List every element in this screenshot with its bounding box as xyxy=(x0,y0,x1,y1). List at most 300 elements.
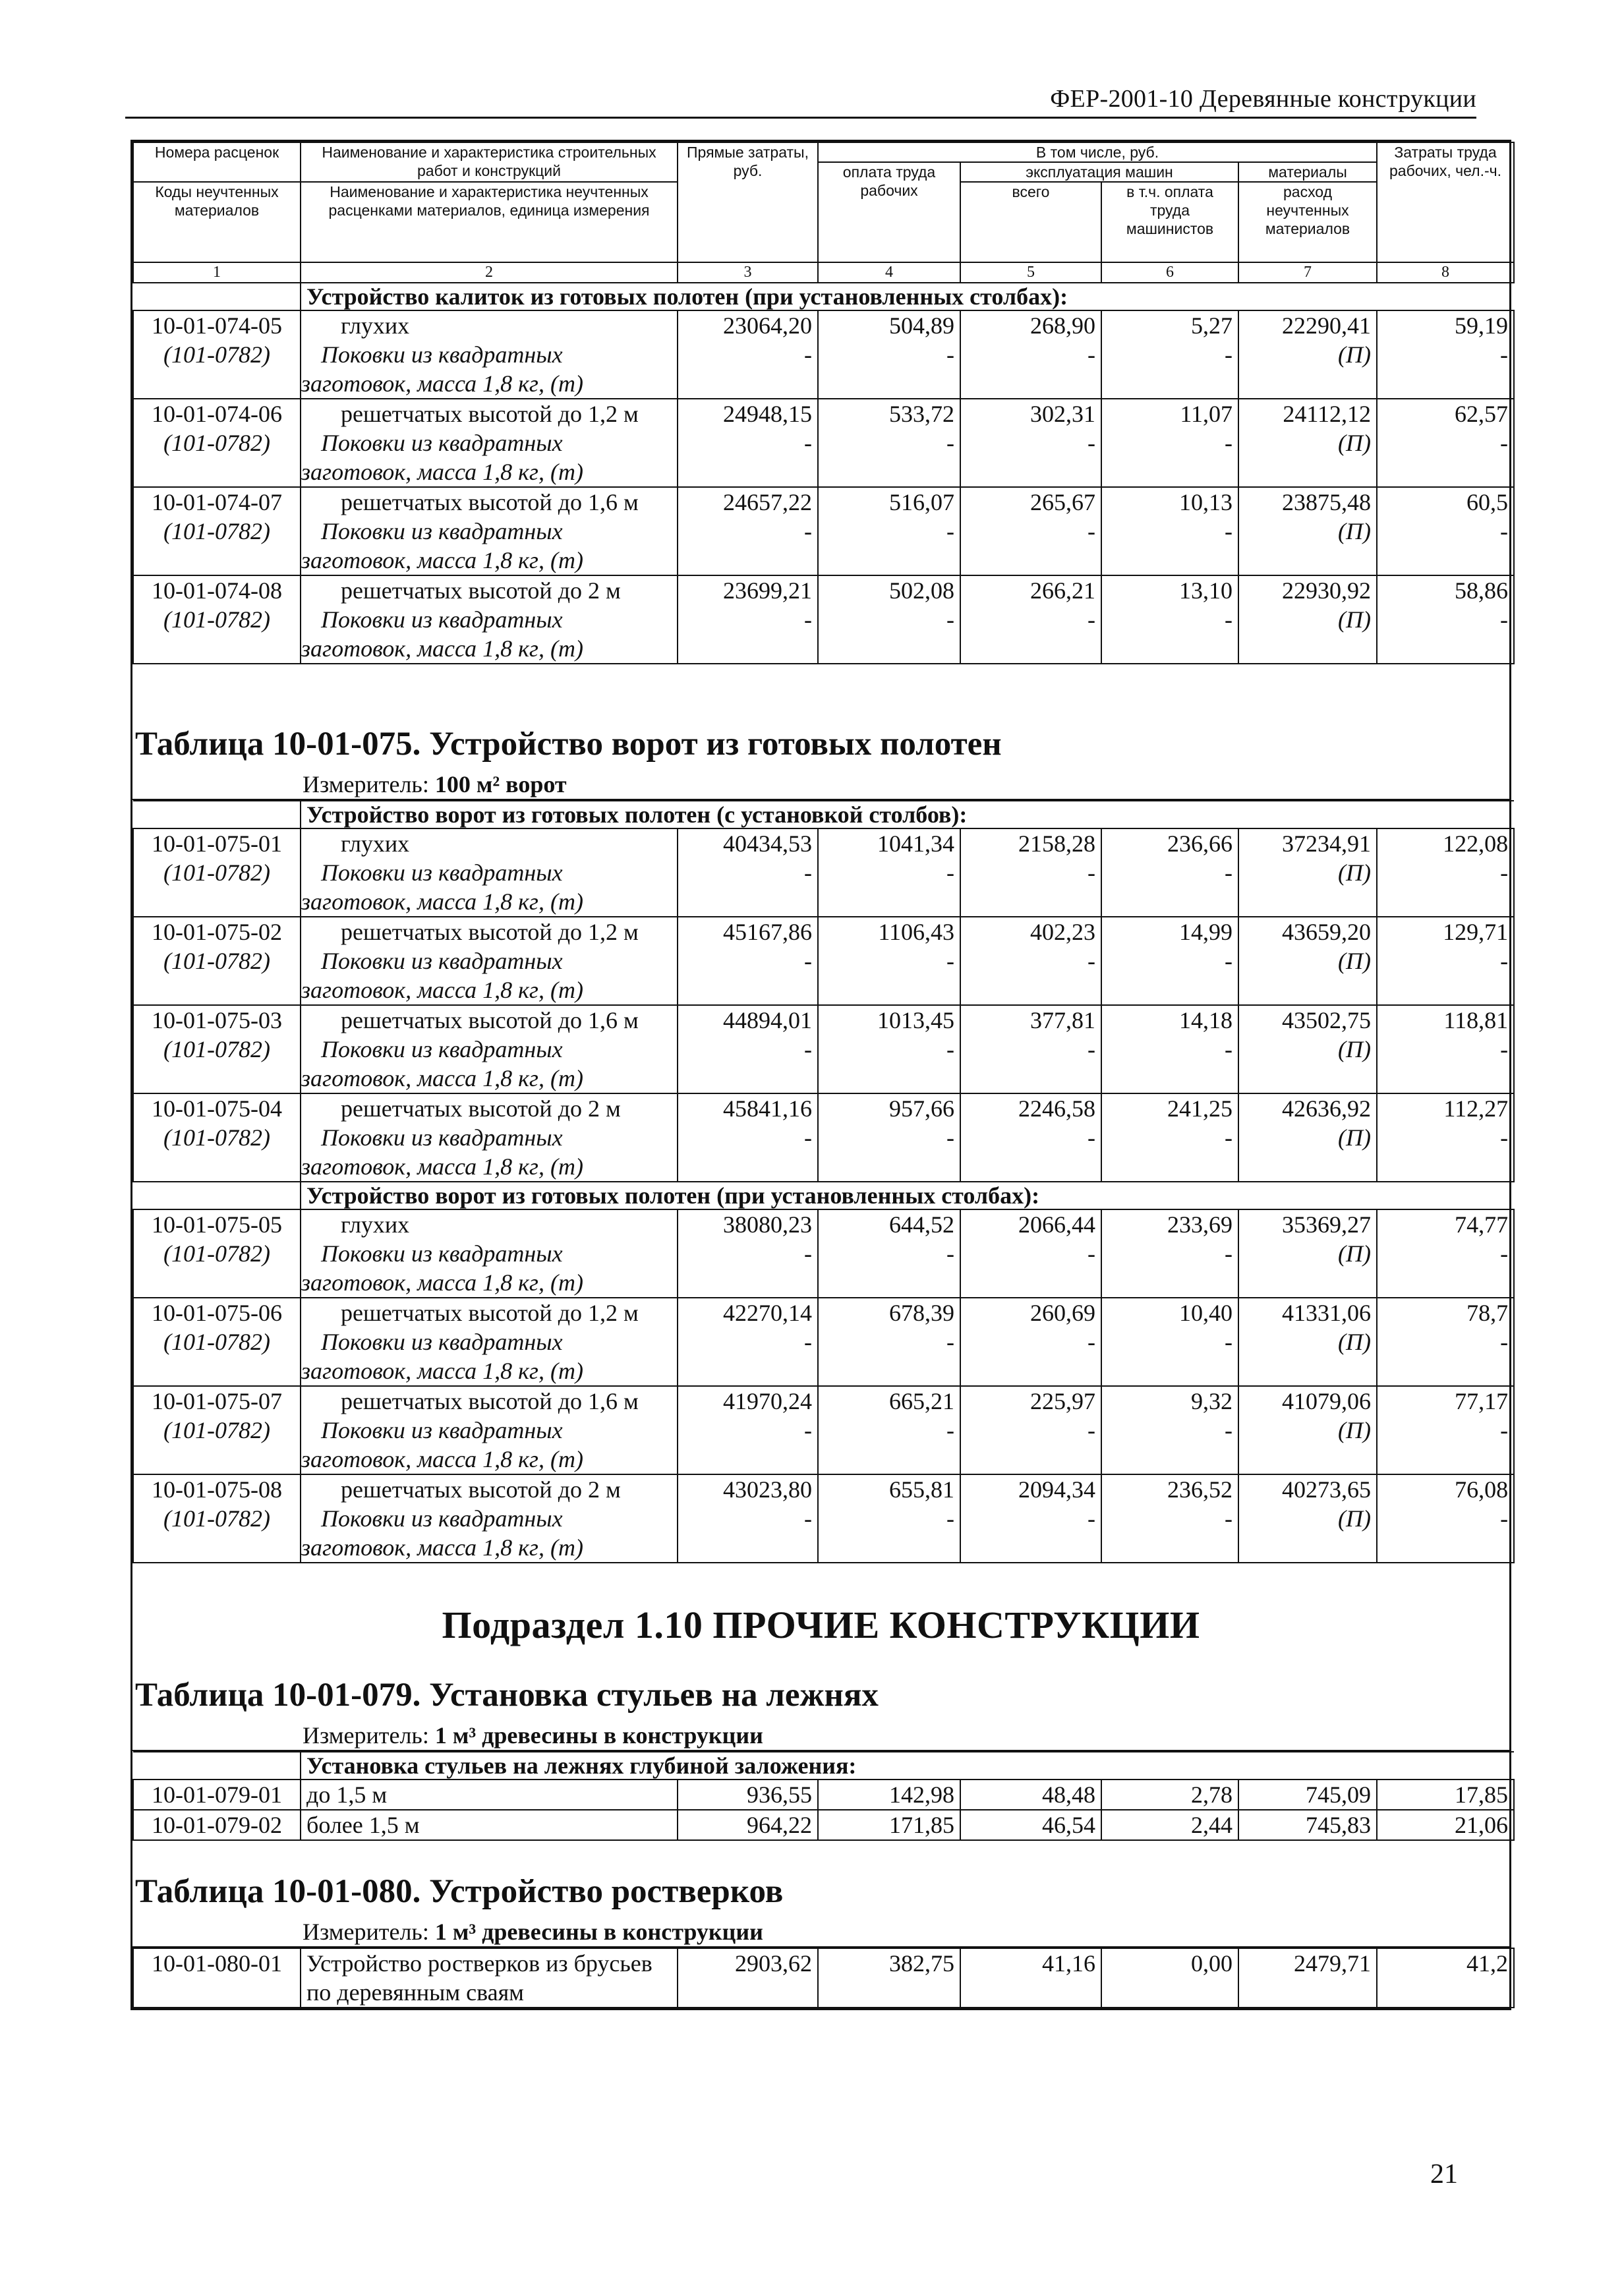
material-dash: - xyxy=(804,1036,812,1063)
value-v6 xyxy=(1101,1474,1238,1563)
col5-header: всего xyxy=(960,182,1101,262)
value-v5 xyxy=(960,487,1101,575)
value-v3-main: 42270,14 xyxy=(723,1300,812,1327)
col-number: 8 xyxy=(1377,262,1514,283)
material-dash: - xyxy=(804,606,812,633)
material-dash: - xyxy=(946,1505,954,1532)
material-name-cont: заготовок, масса 1,8 кг, (т) xyxy=(301,1534,583,1561)
material-code: (101-0782) xyxy=(163,341,270,368)
material-dash: - xyxy=(804,859,812,886)
value-v8 xyxy=(1377,310,1514,399)
section-heading: Устройство ворот из готовых полотен (с установкой столбов): xyxy=(301,801,1514,828)
material-unit-mark: (П) xyxy=(1338,430,1371,457)
rate-name: решетчатых высотой до 1,2 м xyxy=(341,401,639,428)
rate-code-cell xyxy=(133,310,301,399)
rate-row xyxy=(133,1780,1514,1810)
value-v7 xyxy=(1238,1093,1377,1182)
value-v3 xyxy=(678,828,818,917)
rate-name-cell xyxy=(301,310,678,399)
value-v5 xyxy=(960,1780,1101,1810)
value-v4 xyxy=(818,575,960,664)
material-unit-mark: (П) xyxy=(1338,1124,1371,1151)
rate-code-cell xyxy=(133,1209,301,1298)
value-v6-main: 13,10 xyxy=(1179,577,1232,604)
value-v7-main: 24112,12 xyxy=(1283,401,1371,428)
value-v7 xyxy=(1238,917,1377,1005)
value-v3 xyxy=(678,917,818,1005)
rate-name: Устройство ростверков из брусьев xyxy=(306,1950,652,1977)
material-name: Поковки из квадратных xyxy=(321,341,563,368)
value-v6 xyxy=(1101,487,1238,575)
rate-name-cell xyxy=(301,828,678,917)
material-name-cont: заготовок, масса 1,8 кг, (т) xyxy=(301,547,583,574)
material-dash: - xyxy=(946,1124,954,1151)
value-v3-main: 936,55 xyxy=(747,1781,812,1809)
value-v3 xyxy=(678,487,818,575)
value-v7 xyxy=(1238,1386,1377,1474)
section-code-spacer xyxy=(133,1182,301,1209)
value-v6 xyxy=(1101,1780,1238,1810)
material-name-cont: заготовок, масса 1,8 кг, (т) xyxy=(301,459,583,486)
rate-code-cell xyxy=(133,1810,301,1840)
material-name: Поковки из квадратных xyxy=(321,1417,563,1444)
value-v4 xyxy=(818,487,960,575)
rate-code-cell xyxy=(133,1093,301,1182)
rate-code-cell xyxy=(133,917,301,1005)
value-v4 xyxy=(818,1948,960,2008)
material-dash: - xyxy=(804,1329,812,1356)
value-v8 xyxy=(1377,1005,1514,1093)
value-v7-main: 35369,27 xyxy=(1282,1211,1371,1238)
rate-name-cell xyxy=(301,399,678,487)
rate-row xyxy=(133,1810,1514,1840)
value-v7-main: 43659,20 xyxy=(1282,919,1371,946)
col-number: 5 xyxy=(960,262,1101,283)
rate-name: решетчатых высотой до 2 м xyxy=(341,577,621,604)
value-v8-main: 77,17 xyxy=(1455,1388,1509,1415)
value-v5 xyxy=(960,1948,1101,2008)
col3-header: Прямые затраты, руб. xyxy=(678,142,818,262)
value-v3-main: 23064,20 xyxy=(723,312,812,339)
material-dash: - xyxy=(946,1329,954,1356)
value-v7-main: 41079,06 xyxy=(1282,1388,1371,1415)
material-name: Поковки из квадратных xyxy=(321,606,563,633)
value-v3 xyxy=(678,1948,818,2008)
material-dash: - xyxy=(804,1240,812,1267)
material-dash: - xyxy=(946,1036,954,1063)
rate-code-cell xyxy=(133,399,301,487)
value-v8-main: 76,08 xyxy=(1455,1476,1509,1503)
rate-code: 10-01-074-08 xyxy=(152,577,282,604)
column-number-row xyxy=(133,262,1514,283)
material-dash: - xyxy=(946,430,954,457)
material-dash: - xyxy=(1225,1329,1232,1356)
value-v3 xyxy=(678,1474,818,1563)
value-v4-main: 502,08 xyxy=(889,577,954,604)
material-dash: - xyxy=(1088,1417,1095,1444)
value-v8-main: 118,81 xyxy=(1443,1007,1509,1034)
rate-name-cell xyxy=(301,1780,678,1810)
value-v7-main: 23875,48 xyxy=(1282,489,1371,516)
value-v4 xyxy=(818,828,960,917)
rate-name: решетчатых высотой до 1,6 м xyxy=(341,489,639,516)
value-v4 xyxy=(818,1209,960,1298)
rate-name: до 1,5 м xyxy=(306,1781,388,1809)
rate-row xyxy=(133,828,1514,917)
value-v8 xyxy=(1377,1209,1514,1298)
value-v5 xyxy=(960,1209,1101,1298)
material-code: (101-0782) xyxy=(163,1329,270,1356)
rate-name-cell xyxy=(301,1093,678,1182)
rate-code-cell xyxy=(133,575,301,664)
material-name-cont: заготовок, масса 1,8 кг, (т) xyxy=(301,1358,583,1385)
material-dash: - xyxy=(1500,1417,1509,1444)
value-v8 xyxy=(1377,1810,1514,1840)
section-code-spacer xyxy=(133,1752,301,1780)
material-dash: - xyxy=(946,1417,954,1444)
value-v8 xyxy=(1377,1474,1514,1563)
material-dash: - xyxy=(1088,518,1095,545)
page-number: 21 xyxy=(1430,2159,1458,2189)
value-v6-main: 236,52 xyxy=(1167,1476,1232,1503)
value-v3-main: 24948,15 xyxy=(723,401,812,428)
value-v6 xyxy=(1101,399,1238,487)
col7-header: расход неучтенных материалов xyxy=(1238,182,1377,262)
material-dash: - xyxy=(1088,1329,1095,1356)
value-v4 xyxy=(818,1005,960,1093)
col4-header: оплата труда рабочих xyxy=(818,162,960,262)
rate-name-cell xyxy=(301,1298,678,1386)
value-v5-main: 2094,34 xyxy=(1018,1476,1095,1503)
value-v8-main: 59,19 xyxy=(1455,312,1508,339)
value-v3 xyxy=(678,1093,818,1182)
rate-code: 10-01-075-05 xyxy=(152,1211,282,1238)
value-v8 xyxy=(1377,399,1514,487)
value-v8-main: 78,7 xyxy=(1466,1300,1509,1327)
measure-value: 1 м³ древесины в конструкции xyxy=(434,1722,763,1749)
material-dash: - xyxy=(1500,859,1509,886)
material-name: Поковки из квадратных xyxy=(321,518,563,545)
material-code: (101-0782) xyxy=(163,1417,270,1444)
value-v4 xyxy=(818,1810,960,1840)
material-code: (101-0782) xyxy=(163,1240,270,1267)
material-dash: - xyxy=(946,606,954,633)
value-v8-main: 122,08 xyxy=(1443,830,1509,857)
value-v3 xyxy=(678,1005,818,1093)
material-dash: - xyxy=(804,948,812,975)
material-name-cont: заготовок, масса 1,8 кг, (т) xyxy=(301,635,583,662)
value-v6-main: 10,13 xyxy=(1179,489,1232,516)
material-dash: - xyxy=(1500,606,1508,633)
value-v8 xyxy=(1377,1386,1514,1474)
value-v5-main: 41,16 xyxy=(1042,1950,1095,1977)
rate-name-cell xyxy=(301,1386,678,1474)
value-v4 xyxy=(818,1093,960,1182)
material-dash: - xyxy=(946,341,954,368)
material-dash: - xyxy=(804,1124,812,1151)
table-080-measure xyxy=(132,1917,1509,1948)
value-v7-main: 2479,71 xyxy=(1294,1950,1371,1977)
value-v8-main: 60,5 xyxy=(1466,489,1508,516)
value-v6 xyxy=(1101,828,1238,917)
rate-code: 10-01-075-01 xyxy=(152,830,282,857)
value-v3-main: 24657,22 xyxy=(723,489,812,516)
value-v5 xyxy=(960,1386,1101,1474)
value-v7-main: 22930,92 xyxy=(1282,577,1371,604)
value-v7 xyxy=(1238,1474,1377,1563)
material-dash: - xyxy=(1088,859,1095,886)
col-number: 4 xyxy=(818,262,960,283)
value-v4 xyxy=(818,310,960,399)
value-v8 xyxy=(1377,1948,1514,2008)
material-code: (101-0782) xyxy=(163,948,270,975)
rate-code: 10-01-075-08 xyxy=(152,1476,282,1503)
value-v5-main: 225,97 xyxy=(1030,1388,1095,1415)
value-v6 xyxy=(1101,575,1238,664)
col6-header: в т.ч. оплата труда машинистов xyxy=(1101,182,1238,262)
value-v8 xyxy=(1377,917,1514,1005)
value-v5-main: 402,23 xyxy=(1030,919,1095,946)
col-number: 7 xyxy=(1238,262,1377,283)
material-dash: - xyxy=(1225,948,1232,975)
material-dash: - xyxy=(1088,606,1095,633)
value-v5 xyxy=(960,1298,1101,1386)
measure-prefix: Измеритель: xyxy=(303,771,435,798)
rate-name: решетчатых высотой до 1,6 м xyxy=(341,1388,639,1415)
value-v4-main: 665,21 xyxy=(889,1388,954,1415)
value-v3 xyxy=(678,575,818,664)
material-unit-mark: (П) xyxy=(1338,859,1371,886)
value-v8-main: 129,71 xyxy=(1443,919,1509,946)
material-dash: - xyxy=(1500,341,1508,368)
material-dash: - xyxy=(1225,1036,1232,1063)
material-dash: - xyxy=(1225,1505,1232,1532)
material-unit-mark: (П) xyxy=(1338,1505,1371,1532)
rate-code-cell xyxy=(133,1948,301,2008)
material-dash: - xyxy=(1500,518,1508,545)
rate-row xyxy=(133,575,1514,664)
value-v6-main: 11,07 xyxy=(1180,401,1232,428)
value-v4 xyxy=(818,399,960,487)
value-v3 xyxy=(678,310,818,399)
value-v7 xyxy=(1238,575,1377,664)
rate-row xyxy=(133,917,1514,1005)
rates-sheet xyxy=(130,140,1511,2010)
rate-code: 10-01-075-02 xyxy=(152,919,282,946)
value-v4 xyxy=(818,1474,960,1563)
rate-name-cell xyxy=(301,1209,678,1298)
material-unit-mark: (П) xyxy=(1338,1240,1371,1267)
value-v7 xyxy=(1238,310,1377,399)
rate-code: 10-01-075-07 xyxy=(152,1388,282,1415)
value-v8 xyxy=(1377,1298,1514,1386)
rate-row xyxy=(133,1005,1514,1093)
value-v3 xyxy=(678,399,818,487)
measure-value: 100 м² ворот xyxy=(434,771,567,798)
value-v6 xyxy=(1101,1209,1238,1298)
section-code-spacer xyxy=(133,283,301,310)
material-unit-mark: (П) xyxy=(1338,948,1371,975)
material-dash: - xyxy=(1225,606,1232,633)
rate-code-cell xyxy=(133,1474,301,1563)
material-unit-mark: (П) xyxy=(1338,1417,1371,1444)
value-v6 xyxy=(1101,917,1238,1005)
value-v5-main: 302,31 xyxy=(1030,401,1095,428)
value-v4-main: 655,81 xyxy=(889,1476,954,1503)
value-v5-main: 266,21 xyxy=(1030,577,1095,604)
rate-code: 10-01-080-01 xyxy=(152,1950,282,1977)
material-code: (101-0782) xyxy=(163,859,270,886)
subsection-title: Подраздел 1.10 ПРОЧИЕ КОНСТРУКЦИИ xyxy=(442,1604,1200,1647)
rate-row xyxy=(133,399,1514,487)
material-name: Поковки из квадратных xyxy=(321,1505,563,1532)
value-v4-main: 1041,34 xyxy=(877,830,954,857)
table-075 xyxy=(132,800,1515,1563)
section-heading-row xyxy=(133,801,1514,828)
material-code: (101-0782) xyxy=(163,518,270,545)
value-v4-main: 957,66 xyxy=(889,1095,954,1122)
material-code: (101-0782) xyxy=(163,1124,270,1151)
value-v8 xyxy=(1377,828,1514,917)
material-name: Поковки из квадратных xyxy=(321,430,563,457)
rate-row xyxy=(133,1093,1514,1182)
rate-code-cell xyxy=(133,487,301,575)
value-v8-main: 74,77 xyxy=(1455,1211,1509,1238)
value-v6 xyxy=(1101,1386,1238,1474)
value-v7-main: 40273,65 xyxy=(1282,1476,1371,1503)
rate-row xyxy=(133,1209,1514,1298)
value-v6-main: 233,69 xyxy=(1167,1211,1232,1238)
col8-header: Затраты труда рабочих, чел.-ч. xyxy=(1377,142,1514,262)
value-v5 xyxy=(960,310,1101,399)
value-v7 xyxy=(1238,1209,1377,1298)
value-v6 xyxy=(1101,1298,1238,1386)
value-v4-main: 516,07 xyxy=(889,489,954,516)
table-080-title: Таблица 10-01-080. Устройство ростверков xyxy=(135,1873,784,1911)
value-v8 xyxy=(1377,1780,1514,1810)
value-v5-main: 2066,44 xyxy=(1018,1211,1095,1238)
material-unit-mark: (П) xyxy=(1338,341,1371,368)
value-v3 xyxy=(678,1209,818,1298)
table-spacer-row xyxy=(133,664,1514,693)
value-v3 xyxy=(678,1386,818,1474)
material-name-cont: заготовок, масса 1,8 кг, (т) xyxy=(301,1446,583,1473)
value-v6 xyxy=(1101,1093,1238,1182)
value-v6-main: 0,00 xyxy=(1191,1950,1232,1977)
material-dash: - xyxy=(1225,1124,1232,1151)
material-name-cont: заготовок, масса 1,8 кг, (т) xyxy=(301,1269,583,1296)
value-v5-main: 260,69 xyxy=(1030,1300,1095,1327)
material-dash: - xyxy=(1500,1124,1509,1151)
material-dash: - xyxy=(1088,948,1095,975)
material-dash: - xyxy=(804,430,812,457)
value-v7-main: 43502,75 xyxy=(1282,1007,1371,1034)
value-v7-main: 745,09 xyxy=(1306,1781,1371,1809)
value-v5 xyxy=(960,917,1101,1005)
rate-name-cell xyxy=(301,575,678,664)
value-v6 xyxy=(1101,1810,1238,1840)
rate-code-cell xyxy=(133,1780,301,1810)
col1-top: Номера расценок xyxy=(133,142,301,182)
material-name-cont: заготовок, масса 1,8 кг, (т) xyxy=(301,370,583,397)
rate-name-cell xyxy=(301,1948,678,2008)
rate-name: решетчатых высотой до 2 м xyxy=(341,1095,621,1122)
header-rule xyxy=(125,117,1476,119)
value-v8-main: 58,86 xyxy=(1455,577,1508,604)
material-dash: - xyxy=(804,518,812,545)
value-v5-main: 268,90 xyxy=(1030,312,1095,339)
value-v6-main: 2,78 xyxy=(1191,1781,1232,1809)
value-v3-main: 43023,80 xyxy=(723,1476,812,1503)
table-079-body xyxy=(133,1752,1514,1840)
material-name: Поковки из квадратных xyxy=(321,1240,563,1267)
value-v7 xyxy=(1238,399,1377,487)
value-v7-main: 745,83 xyxy=(1306,1812,1371,1839)
section-heading: Устройство ворот из готовых полотен (при установленных столбах): xyxy=(301,1182,1514,1209)
rate-row xyxy=(133,487,1514,575)
group-header: В том числе, руб. xyxy=(818,142,1377,162)
col2-top: Наименование и характеристика строительных работ и конструкций xyxy=(301,142,678,182)
col-number: 1 xyxy=(133,262,301,283)
material-name: Поковки из квадратных xyxy=(321,859,563,886)
section-heading-row xyxy=(133,1182,1514,1209)
rate-name-cell xyxy=(301,1005,678,1093)
value-v5-main: 265,67 xyxy=(1030,489,1095,516)
rate-row xyxy=(133,1386,1514,1474)
value-v5 xyxy=(960,1093,1101,1182)
value-v8-main: 41,2 xyxy=(1466,1950,1508,1977)
value-v5-main: 2246,58 xyxy=(1018,1095,1095,1122)
table-075-title: Таблица 10-01-075. Устройство ворот из готовых полотен xyxy=(135,726,1002,763)
value-v5 xyxy=(960,1474,1101,1563)
value-v3 xyxy=(678,1810,818,1840)
table-075-body xyxy=(133,801,1514,1563)
rate-row xyxy=(133,310,1514,399)
value-v7 xyxy=(1238,487,1377,575)
value-v5 xyxy=(960,575,1101,664)
value-v3-main: 38080,23 xyxy=(723,1211,812,1238)
value-v5-main: 377,81 xyxy=(1030,1007,1095,1034)
rate-code: 10-01-075-03 xyxy=(152,1007,282,1034)
value-v4-main: 1106,43 xyxy=(878,919,954,946)
material-code: (101-0782) xyxy=(163,1505,270,1532)
table-075-measure xyxy=(132,770,1509,800)
material-name-cont: заготовок, масса 1,8 кг, (т) xyxy=(301,888,583,915)
material-name: Поковки из квадратных xyxy=(321,1036,563,1063)
value-v4-main: 171,85 xyxy=(889,1812,954,1839)
rate-code-cell xyxy=(133,1005,301,1093)
value-v5-main: 46,54 xyxy=(1042,1812,1095,1839)
value-v6 xyxy=(1101,1948,1238,2008)
value-v8-main: 21,06 xyxy=(1455,1812,1509,1839)
value-v6-main: 241,25 xyxy=(1167,1095,1232,1122)
material-dash: - xyxy=(1225,859,1232,886)
value-v7 xyxy=(1238,1005,1377,1093)
rate-row xyxy=(133,1298,1514,1386)
measure-prefix: Измеритель: xyxy=(303,1919,435,1946)
value-v8-main: 17,85 xyxy=(1455,1781,1509,1809)
table-079-title: Таблица 10-01-079. Установка стульев на лежнях xyxy=(135,1677,879,1714)
col2-bottom: Наименование и характеристика неучтенных расценками материалов, единица измерения xyxy=(301,182,678,262)
value-v3 xyxy=(678,1298,818,1386)
material-code: (101-0782) xyxy=(163,606,270,633)
rate-name: глухих xyxy=(341,1211,410,1238)
rate-code: 10-01-074-05 xyxy=(152,312,282,339)
spacer-cell xyxy=(133,664,1514,693)
value-v3-main: 40434,53 xyxy=(723,830,812,857)
material-dash: - xyxy=(946,1240,954,1267)
table-074-body xyxy=(133,283,1514,693)
